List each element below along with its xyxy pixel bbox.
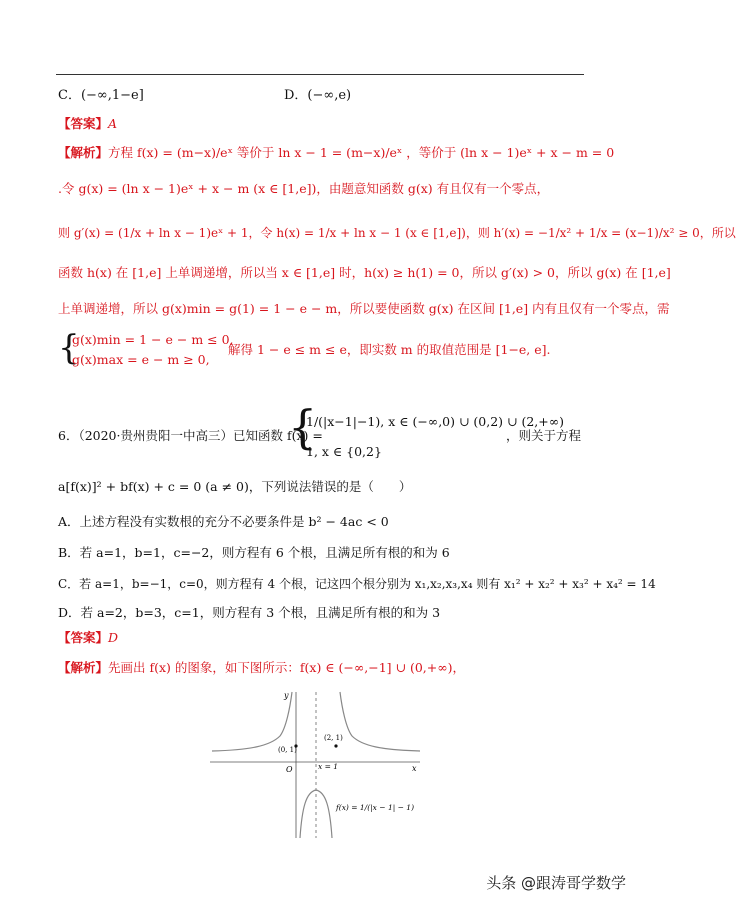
q5-analysis-l5: 上单调递增，所以 g(x)min = g(1) = 1 − e − m，所以要使函数 g(x) 在区间 [1,e] 内有且仅有一个零点，需	[58, 301, 670, 316]
piece-1: 1/(|x−1|−1), x ∈ (−∞,0) ∪ (0,2) ∪ (2,+∞)	[306, 414, 565, 429]
option-b: B．若 a=1，b=1，c=−2，则方程有 6 个根，且满足所有根的和为 6	[58, 545, 450, 560]
point-label-2: (2, 1)	[324, 734, 343, 742]
q5-analysis-l3: 则 g′(x) = (1/x + ln x − 1)eˣ + 1，令 h(x) = 1/x + ln x − 1 (x ∈ [1,e])，则 h′(x) = −1/x² + 1/x = (x−1)/x² ≥ 0，所以	[58, 226, 736, 240]
q6-answer	[58, 630, 118, 646]
q6-stem-a: 6．（2020·贵州贵阳一中高三）已知函数 f(x) =	[58, 428, 323, 443]
point-2-1	[334, 744, 337, 747]
point-label-1: (0, 1)	[278, 746, 297, 754]
function-graph	[210, 688, 430, 838]
q5-analysis-l1	[58, 145, 614, 161]
q6-stem-b: ，则关于方程	[506, 428, 582, 443]
piece-2: 1, x ∈ {0,2}	[306, 444, 382, 459]
analysis-text: 先画出 f(x) 的图象，如下图所示：f(x) ∈ (−∞,−1] ∪ (0,+∞)，	[108, 660, 466, 675]
option-a: A．上述方程没有实数根的充分不必要条件是 b² − 4ac < 0	[58, 514, 389, 529]
q5-analysis-l4: 函数 h(x) 在 [1,e] 上单调递增，所以当 x ∈ [1,e] 时，h(x) ≥ h(1) = 0，所以 g′(x) > 0，所以 g(x) 在 [1,e]	[58, 265, 671, 280]
analysis-label: 【解析】	[58, 660, 109, 675]
analysis-label: 【解析】	[58, 145, 109, 160]
system-line-1: g(x)min = 1 − e − m ≤ 0,	[72, 332, 234, 347]
system-line-2: g(x)max = e − m ≥ 0,	[72, 352, 210, 367]
answer-label: 【答案】	[58, 630, 109, 645]
formula-label: f(x) = 1/(|x − 1| − 1)	[336, 803, 414, 812]
option-d: D．若 a=2，b=3，c=1，则方程有 3 个根，且满足所有根的和为 3	[58, 605, 441, 620]
answer-value: D	[108, 630, 119, 645]
analysis-text: 方程 f(x) = (m−x)/eˣ 等价于 ln x − 1 = (m−x)/eˣ ，等价于 (ln x − 1)eˣ + x − m = 0	[108, 145, 615, 160]
option-c: C．若 a=1，b=−1，c=0，则方程有 4 个根，记这四个根分别为 x₁,x₂,x₃,x₄ 则有 x₁² + x₂² + x₃² + x₄² = 14	[58, 577, 656, 591]
origin-label: O	[286, 765, 293, 774]
asymptote-label: x = 1	[318, 762, 339, 771]
q5-analysis-l2: .令 g(x) = (ln x − 1)eˣ + x − m (x ∈ [1,e])，由题意知函数 g(x) 有且仅有一个零点，	[58, 181, 550, 196]
choice-c: C．(−∞,1−e]	[58, 88, 144, 103]
system-conclusion: 解得 1 − e ≤ m ≤ e，即实数 m 的取值范围是 [1−e, e].	[228, 342, 551, 357]
answer-label: 【答案】	[58, 116, 109, 131]
y-axis-label: y	[284, 691, 289, 700]
top-rule	[56, 74, 584, 75]
q6-stem	[58, 428, 323, 444]
q6-analysis	[58, 660, 465, 676]
branch-left	[212, 692, 292, 751]
q6-equation: a[f(x)]² + bf(x) + c = 0 (a ≠ 0)，下列说法错误的是（ ）	[58, 479, 412, 494]
q5-answer	[58, 116, 117, 132]
answer-value: A	[108, 116, 118, 131]
x-axis-label: x	[412, 764, 417, 773]
watermark: 头条 @跟涛哥学数学	[486, 874, 626, 892]
branch-right	[340, 692, 420, 751]
choice-d: D．(−∞,e)	[284, 88, 352, 103]
